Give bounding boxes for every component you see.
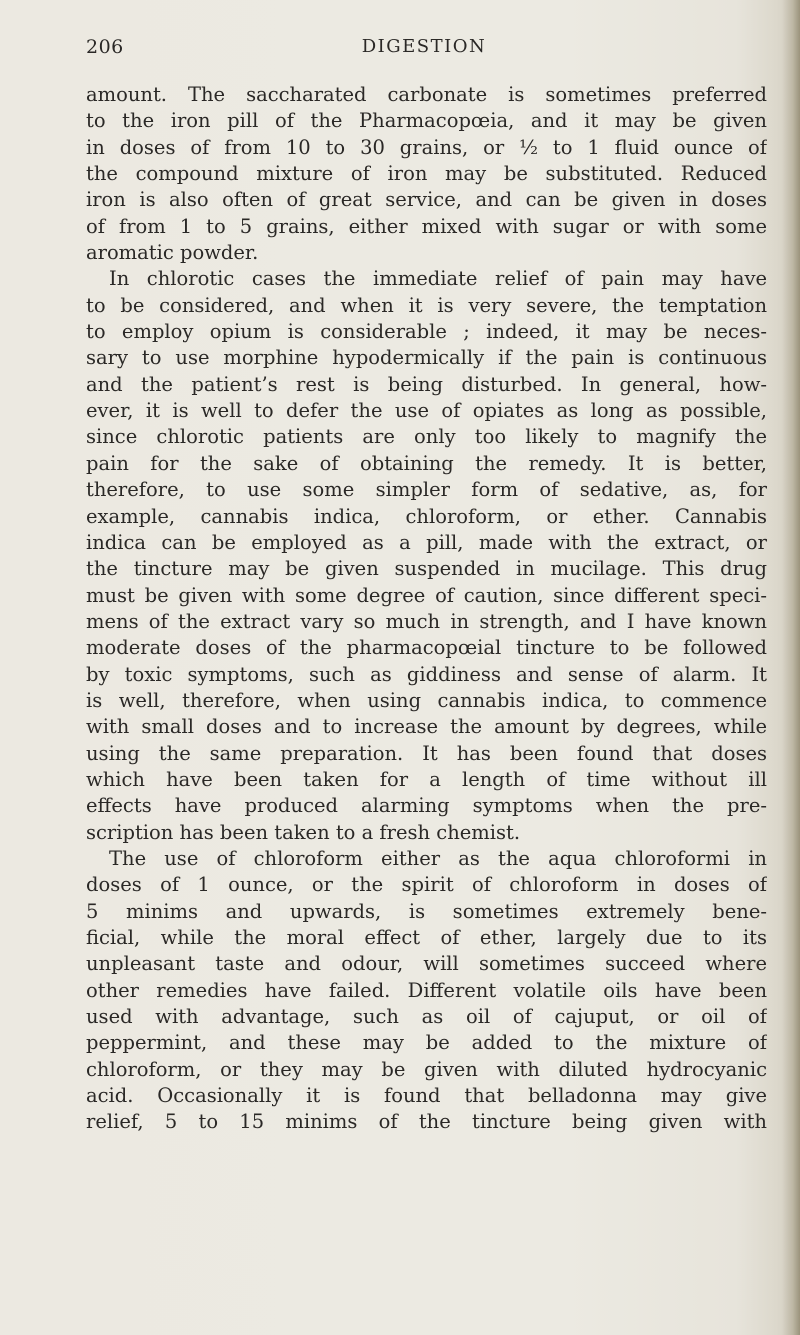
paragraph [86, 846, 767, 1136]
text-line: ficial, while the moral effect of ether, largely due to its [86, 926, 767, 949]
text-line: using the same preparation. It has been found that doses [86, 741, 767, 765]
page-number: 206 [86, 36, 124, 58]
text-line: unpleasant taste and odour, will sometimes succeed where [86, 952, 767, 976]
paragraph [86, 266, 767, 846]
text-line: by toxic symptoms, such as giddiness and sense of alarm. It [86, 662, 767, 686]
page-edge-shadow [782, 0, 800, 1335]
text-line: iron is also often of great service, and can be given in doses [86, 188, 767, 212]
text-line: is well, therefore, when using cannabis indica, to commence [86, 688, 767, 712]
text-line: the compound mixture of iron may be substituted. Reduced [86, 162, 767, 186]
text-line: pain for the sake of obtaining the remedy. It is better, [86, 451, 767, 475]
text-line: In chlorotic cases the immediate relief of pain may have [109, 267, 767, 291]
body-text [86, 82, 767, 1136]
text-line: in doses of from 10 to 30 grains, or ½ to 1 fluid ounce of [86, 135, 767, 159]
text-line: which have been taken for a length of time without ill [86, 767, 767, 791]
text-line: doses of 1 ounce, or the spirit of chloroform in doses of [86, 873, 767, 897]
text-line: The use of chloroform either as the aqua chloroformi in [109, 846, 767, 870]
text-line: other remedies have failed. Different volatile oils have been [86, 978, 767, 1002]
text-line: peppermint, and these may be added to the mixture of [86, 1031, 767, 1055]
text-line: indica can be employed as a pill, made with the extract, or [86, 530, 767, 554]
text-line: amount. The saccharated carbonate is sometimes preferred [86, 83, 767, 106]
text-line: since chlorotic patients are only too likely to magnify the [86, 425, 767, 449]
text-line: used with advantage, such as oil of cajuput, or oil of [86, 1005, 767, 1029]
text-line: mens of the extract vary so much in strength, and I have known [86, 609, 767, 633]
text-line: chloroform, or they may be given with diluted hydrocyanic [86, 1057, 767, 1081]
text-line: acid. Occasionally it is found that belladonna may give [86, 1084, 767, 1108]
text-line: to be considered, and when it is very severe, the temptation [86, 293, 767, 317]
text-line: 5 minims and upwards, is sometimes extremely bene- [86, 899, 767, 923]
text-line: of from 1 to 5 grains, either mixed with sugar or with some [86, 214, 767, 238]
running-head [86, 36, 762, 62]
text-line: and the patient’s rest is being disturbed. In general, how- [86, 372, 767, 396]
paragraph [86, 82, 767, 266]
text-line: ever, it is well to defer the use of opiates as long as possible, [86, 399, 767, 423]
text-line: with small doses and to increase the amount by degrees, while [86, 715, 767, 739]
text-line: to employ opium is considerable ; indeed, it may be neces- [86, 320, 767, 344]
text-line: moderate doses of the pharmacopœial tincture to be followed [86, 636, 767, 660]
text-line: to the iron pill of the Pharmacopœia, and it may be given [86, 109, 767, 133]
text-line: therefore, to use some simpler form of sedative, as, for [86, 478, 767, 502]
text-line: relief, 5 to 15 minims of the tincture being given with [86, 1110, 767, 1134]
text-line: aromatic powder. [86, 241, 259, 265]
running-title: DIGESTION [361, 36, 487, 57]
text-line: example, cannabis indica, chloroform, or ether. Cannabis [86, 504, 767, 528]
text-line: effects have produced alarming symptoms when the pre- [86, 794, 767, 818]
text-line: the tincture may be given suspended in mucilage. This drug [86, 557, 767, 581]
text-line: sary to use morphine hypodermically if the pain is continuous [86, 346, 767, 370]
text-line: scription has been taken to a fresh chemist. [86, 820, 521, 844]
text-line: must be given with some degree of caution, since different speci- [86, 583, 767, 607]
